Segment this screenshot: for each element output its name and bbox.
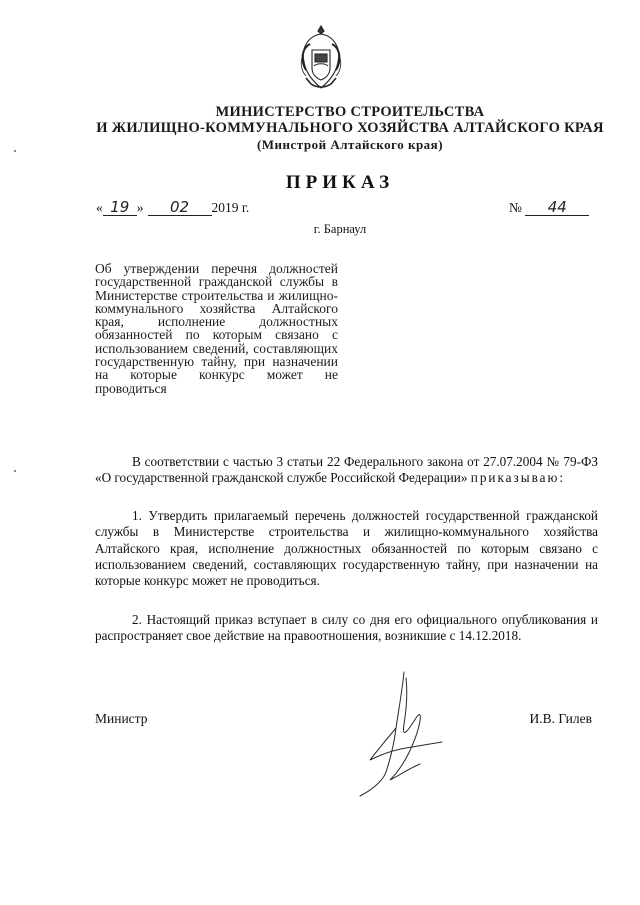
scan-mark bbox=[14, 470, 16, 472]
date-year: 2019 г. bbox=[211, 200, 250, 215]
item-2-paragraph: 2. Настоящий приказ вступает в силу со дня его официального опубликования и распространяет свое действие на правоотношения, возникшие с 14.12.2018. bbox=[95, 612, 598, 644]
signatory-title: Министр bbox=[95, 711, 148, 726]
coat-of-arms-icon bbox=[296, 22, 346, 94]
organization-name-line2: И ЖИЛИЩНО-КОММУНАЛЬНОГО ХОЗЯЙСТВА АЛТАЙСКОГО КРАЯ bbox=[96, 120, 604, 136]
document-type: ПРИКАЗ bbox=[285, 172, 395, 193]
number-value: 44 bbox=[525, 200, 589, 216]
handwritten-signature-icon bbox=[346, 668, 456, 800]
preamble-text: В соответствии с частью 3 статьи 22 Федерального закона от 27.07.2004 № 79-ФЗ «О государственной гражданской службе Российской Федерации» bbox=[95, 454, 598, 486]
number-label: № bbox=[509, 200, 522, 215]
scan-mark bbox=[14, 150, 16, 152]
document-number bbox=[509, 200, 589, 216]
signatory-name: И.В. Гилев bbox=[529, 711, 592, 726]
document-date bbox=[96, 200, 249, 216]
organization-short-name: (Минстрой Алтайского края) bbox=[256, 137, 444, 152]
order-word: приказываю: bbox=[470, 470, 566, 486]
organization-name-line1: МИНИСТЕРСТВО СТРОИТЕЛЬСТВА bbox=[215, 104, 485, 120]
date-close-quote: » bbox=[136, 200, 144, 215]
preamble-paragraph bbox=[95, 454, 598, 487]
date-month: 02 bbox=[148, 200, 212, 216]
date-open-quote: « bbox=[96, 200, 103, 215]
item-1-paragraph: 1. Утвердить прилагаемый перечень должностей государственной гражданской службы в Министерстве строительства и жилищно-коммунального хозяйства Алтайского края, исполнение должностных обязанностей по которым связано с использованием сведений, составляющих государственную тайну, при назначении на которые конкурс может не проводиться. bbox=[95, 508, 598, 589]
date-day: 19 bbox=[103, 200, 137, 216]
document-subject: Об утверждении перечня должностей государственной гражданской службы в Министерстве строительства и жилищно-коммунального хозяйства Алтайского края, исполнение должностных обязанностей по которым связано с использованием сведений, составляющих государственную тайну, при назначении на которые конкурс может не проводиться bbox=[95, 261, 338, 396]
document-city: г. Барнаул bbox=[313, 222, 367, 236]
